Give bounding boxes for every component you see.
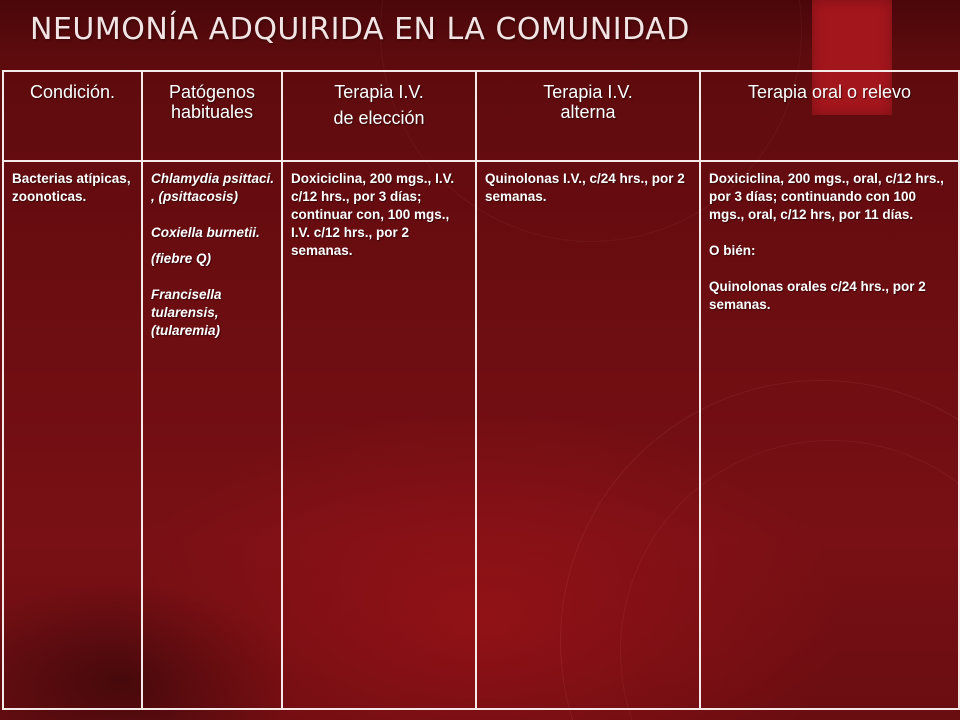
pathogen-item: Chlamydia psittaci. , (psittacosis) bbox=[151, 171, 275, 204]
pathogen-item: Francisella tularensis, (tularemia) bbox=[151, 287, 222, 338]
header-iv-choice-line-1: Terapia I.V. bbox=[334, 82, 424, 102]
table-header-row bbox=[3, 71, 959, 161]
header-iv-choice-line-2: de elección bbox=[333, 108, 425, 128]
cell-iv-alternative: Quinolonas I.V., c/24 hrs., por 2 semanas. bbox=[476, 161, 700, 709]
header-iv-alternative-line-2: alterna bbox=[560, 102, 616, 122]
header-pathogens-line-1: Patógenos bbox=[168, 82, 256, 102]
table-row bbox=[3, 161, 959, 709]
header-oral bbox=[700, 71, 959, 161]
oral-item: Quinolonas orales c/24 hrs., por 2 semanas. bbox=[709, 279, 926, 312]
cell-oral bbox=[700, 161, 959, 709]
oral-item: O bién: bbox=[709, 243, 756, 258]
header-iv-choice bbox=[282, 71, 476, 161]
pathogen-item: Coxiella burnetii. bbox=[151, 225, 260, 240]
treatment-table bbox=[2, 70, 960, 710]
header-condition-label: Condición. bbox=[29, 82, 116, 102]
header-pathogens bbox=[142, 71, 282, 161]
header-iv-alternative-line-1: Terapia I.V. bbox=[543, 82, 633, 102]
slide-title: NEUMONÍA ADQUIRIDA EN LA COMUNIDAD bbox=[30, 12, 690, 47]
cell-iv-choice: Doxiciclina, 200 mgs., I.V. c/12 hrs., por 3 días; continuar con, 100 mgs., I.V. c/12 hrs., por 2 semanas. bbox=[282, 161, 476, 709]
cell-condition: Bacterias atípicas, zoonoticas. bbox=[3, 161, 142, 709]
header-condition bbox=[3, 71, 142, 161]
header-iv-alternative bbox=[476, 71, 700, 161]
header-pathogens-line-2: habituales bbox=[170, 102, 254, 122]
pathogen-item: (fiebre Q) bbox=[151, 251, 212, 266]
header-oral-label: Terapia oral o relevo bbox=[747, 82, 912, 102]
cell-pathogens bbox=[142, 161, 282, 709]
oral-item: Doxiciclina, 200 mgs., oral, c/12 hrs., por 3 días; continuando con 100 mgs., oral, c/12 hrs, por 11 días. bbox=[709, 171, 944, 222]
